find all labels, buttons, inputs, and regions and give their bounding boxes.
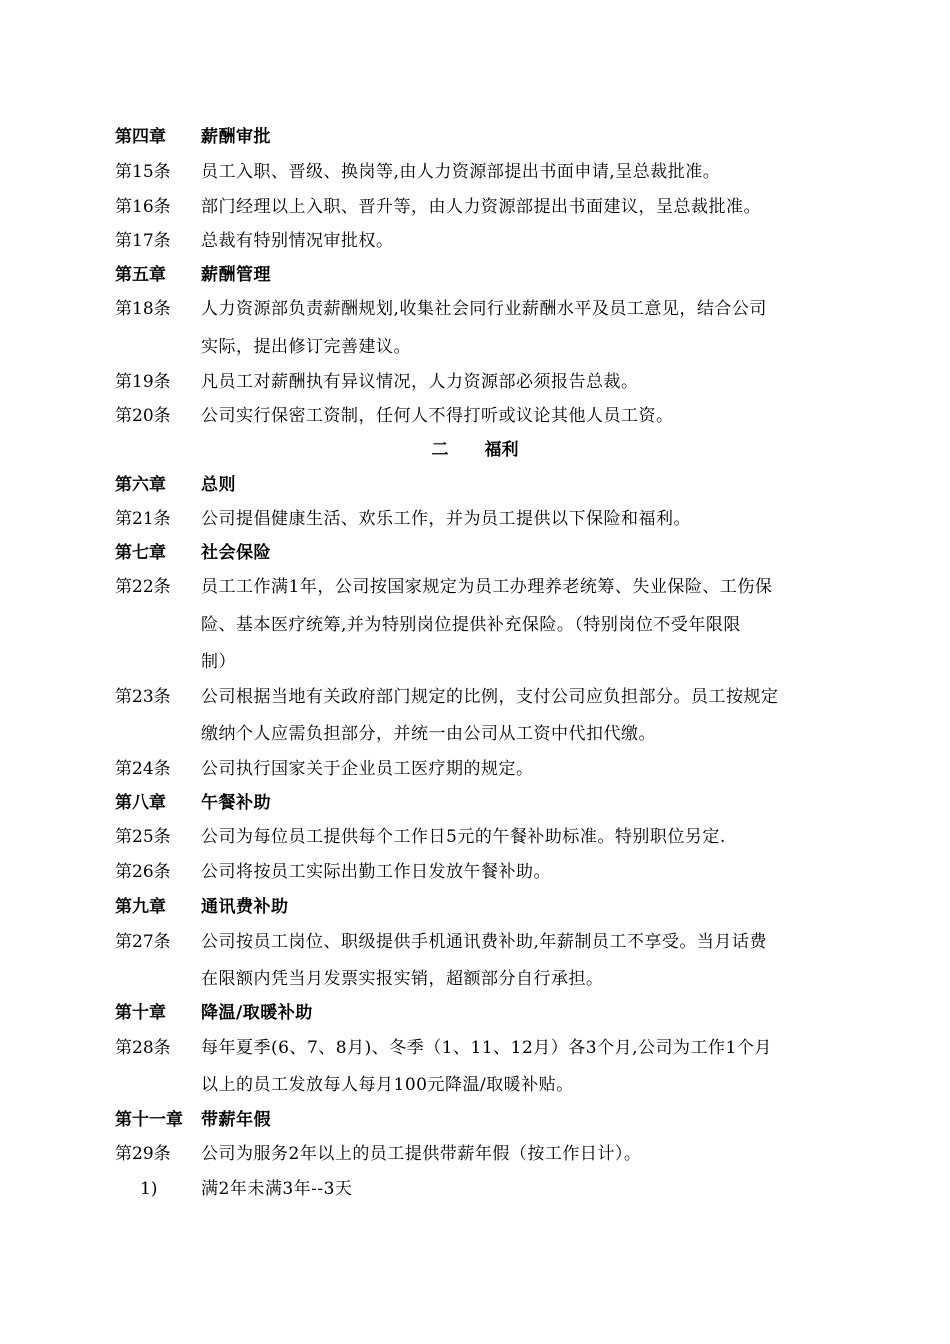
article-label: 第29条 — [115, 1144, 171, 1164]
chapter-title: 薪酬审批 — [201, 127, 271, 147]
article-text: 公司为服务2年以上的员工提供带薪年假（按工作日计）。 — [201, 1144, 642, 1164]
article-text: 公司按员工岗位、职级提供手机通讯费补助,年薪制员工不享受。当月话费 — [201, 932, 767, 952]
section-2-heading — [0, 440, 950, 460]
chapter-title: 通讯费补助 — [201, 897, 289, 917]
article-label: 第22条 — [115, 577, 171, 597]
chapter-title: 降温/取暖补助 — [201, 1003, 313, 1023]
article-text: 公司实行保密工资制，任何人不得打听或议论其他人员工资。 — [201, 406, 674, 426]
article-text: 公司执行国家关于企业员工医疗期的规定。 — [201, 759, 534, 779]
article-label: 第16条 — [115, 197, 171, 217]
article-27-continuation: 在限额内凭当月发票实报实销，超额部分自行承担。 — [201, 969, 604, 989]
chapter-label: 第七章 — [115, 543, 166, 563]
chapter-label: 第五章 — [115, 265, 166, 285]
article-label: 第18条 — [115, 299, 171, 319]
article-text: 公司将按员工实际出勤工作日发放午餐补助。 — [201, 862, 551, 882]
article-label: 第23条 — [115, 687, 171, 707]
article-label: 第19条 — [115, 372, 171, 392]
article-label: 第17条 — [115, 231, 171, 251]
chapter-label: 第六章 — [115, 475, 166, 495]
article-text: 凡员工对薪酬执有异议情况，人力资源部必须报告总裁。 — [201, 372, 639, 392]
article-text: 公司提倡健康生活、欢乐工作，并为员工提供以下保险和福利。 — [201, 509, 691, 529]
chapter-label: 第九章 — [115, 897, 166, 917]
section-title: 福利 — [484, 440, 519, 460]
article-18-continuation: 实际，提出修订完善建议。 — [201, 337, 411, 357]
article-label: 第24条 — [115, 759, 171, 779]
article-label: 第21条 — [115, 509, 171, 529]
article-text: 员工工作满1年，公司按国家规定为员工办理养老统筹、失业保险、工伤保 — [201, 577, 773, 597]
section-number: 二 — [431, 440, 449, 460]
chapter-title: 总则 — [201, 475, 236, 495]
article-22-continuation-2: 制） — [201, 652, 236, 672]
chapter-title: 午餐补助 — [201, 793, 271, 813]
article-23-continuation: 缴纳个人应需负担部分，并统一由公司从工资中代扣代缴。 — [201, 724, 656, 744]
article-text: 公司根据当地有关政府部门规定的比例，支付公司应负担部分。员工按规定 — [201, 687, 779, 707]
article-label: 第27条 — [115, 932, 171, 952]
list-item-number: 1) — [140, 1179, 158, 1199]
article-label: 第20条 — [115, 406, 171, 426]
article-22-continuation-1: 险、基本医疗统筹,并为特别岗位提供补充保险。（特别岗位不受年限限 — [201, 615, 741, 635]
chapter-label: 第十章 — [115, 1003, 166, 1023]
article-text: 部门经理以上入职、晋升等，由人力资源部提出书面建议，呈总裁批准。 — [201, 197, 761, 217]
article-text: 总裁有特别情况审批权。 — [201, 231, 394, 251]
article-28-continuation: 以上的员工发放每人每月100元降温/取暖补贴。 — [201, 1075, 574, 1095]
article-label: 第25条 — [115, 827, 171, 847]
chapter-title: 社会保险 — [201, 543, 271, 563]
list-item-text: 满2年未满3年--3天 — [201, 1179, 353, 1199]
article-text: 公司为每位员工提供每个工作日5元的午餐补助标准。特别职位另定. — [201, 827, 726, 847]
article-label: 第28条 — [115, 1038, 171, 1058]
chapter-label: 第八章 — [115, 793, 166, 813]
chapter-title: 带薪年假 — [201, 1110, 271, 1130]
chapter-title: 薪酬管理 — [201, 265, 271, 285]
article-label: 第15条 — [115, 162, 171, 182]
article-text: 员工入职、晋级、换岗等,由人力资源部提出书面申请,呈总裁批准。 — [201, 162, 721, 182]
article-label: 第26条 — [115, 862, 171, 882]
article-text: 人力资源部负责薪酬规划,收集社会同行业薪酬水平及员工意见，结合公司 — [201, 299, 767, 319]
chapter-label: 第十一章 — [115, 1110, 183, 1130]
chapter-label: 第四章 — [115, 127, 166, 147]
article-text: 每年夏季(6、7、8月)、冬季（1、11、12月）各3个月,公司为工作1个月 — [201, 1038, 772, 1058]
